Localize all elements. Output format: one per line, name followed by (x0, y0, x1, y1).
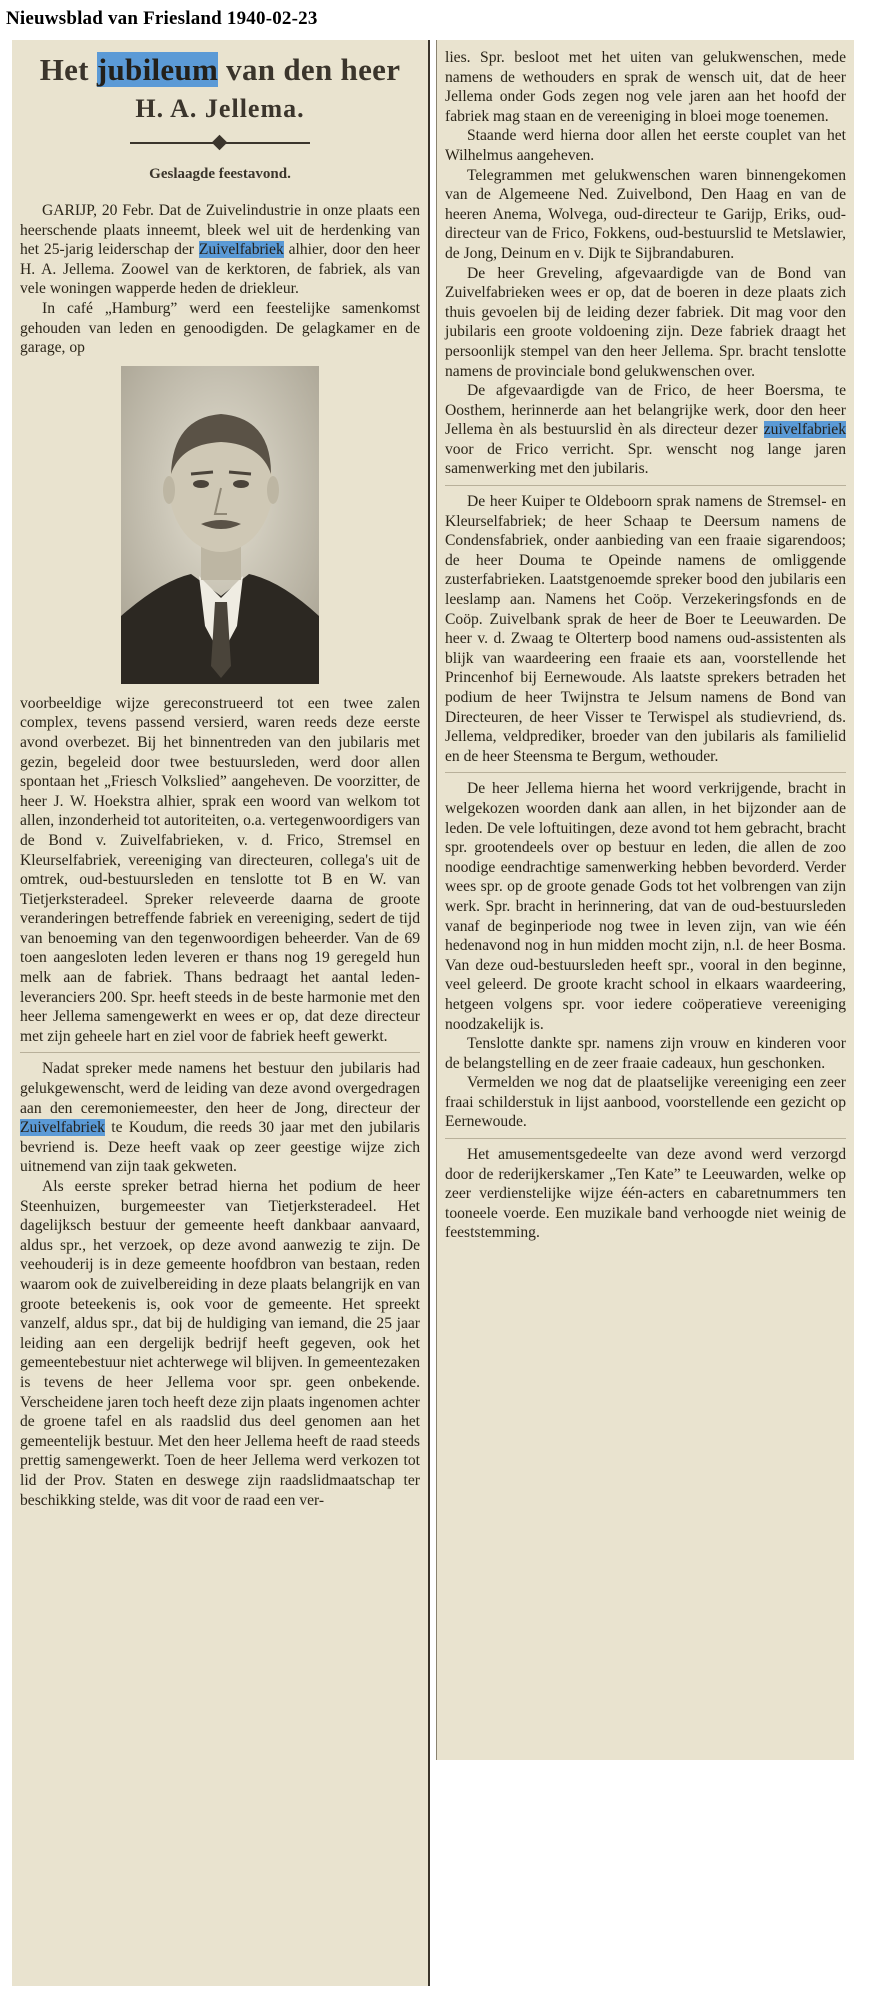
article-paragraph: De heer Greveling, afgevaardigde van de Bond van Zuivelfabrieken wees er op, dat de boeren in deze plaats zich thuis gevoelen bij de leiding dezer fabriek. Dit mag voor den jubilaris een groote voldoening zijn. Deze fabriek draagt het persoonlijk stempel van den heer Jellema. Spr. bracht tenslotte namens de provinciale bond gelukwenschen over. (445, 264, 846, 380)
article-paragraph: De heer Jellema hierna het woord verkrijgende, bracht in welgekozen woorden dank aan allen, in het bijzonder aan de leden. De vele loftuitingen, deze avond tot hem gebracht, bracht spr. grootendeels over op bestuur en leden, die allen de zoo noodige eendrachtige samenwerking hebben bevorderd. Verder wees spr. op de groote genade Gods tot het volbrengen van zijn werk. Spr. bracht in herinnering, dat van de oud-bestuursleden vanaf de beginperiode nog twee in leven zijn, van wie één hedenavond nog in hun midden mocht zijn, n.l. de heer Bosma. Van deze oud-bestuursleden heeft spr., vooral in den beginne, veel geleerd. De groote kracht school in elkaars waardeering, hetgeen volgens spr. voor iedere coöperatieve vereeniging noodzakelijk is. (445, 780, 846, 1033)
article-paragraph: De heer Kuiper te Oldeboorn sprak namens de Stremsel- en Kleurselfabriek; de heer Schaap te Deersum namens de Condensfabriek, onder aanbieding van een fraaie sigarendoos; de heer Douma te Opeinde namens de omliggende zusterfabrieken. Laatstgenoemde spreker bood den jubilaris een leeslamp aan. Namens het Coöp. Verzekeringsfonds en de Coöp. Zuivelbank sprak de heer de Boer te Leeuwarden. De heer v. d. Zwaag te Olterterp bood namens oud-assistenten als blijk van waardeering een fraaie ets aan, voorstellende het Princenhof bij Eernewoude. Als laatste sprekers betraden het podium de heer Twijnstra te Jelsum namens de Bond van Directeuren, de heer Visser te Terwispel als studievriend, ds. Jellema, veldprediker, broeder van den jubilaris als familielid en de heer Steensma te Bergum, wethouder. (445, 493, 846, 765)
column-divider (20, 1052, 420, 1053)
search-highlight: Zuivelfabriek (198, 241, 284, 259)
article-title: Het jubileum van den heer (39, 52, 401, 87)
article-paragraph: GARIJP, 20 Febr. Dat de Zuivelindustrie in onze plaats een heerschende plaats inneemt, bleek wel uit de herdenking van het 25-jarig leiderschap der Zuivelfabriek alhier, door den heer H. A. Jellema. Zoowel van de kerktoren, de fabriek, als van vele woningen wapperde heden de driekleur. (20, 202, 420, 298)
article-paragraph: lies. Spr. besloot met het uiten van gelukwenschen, mede namens de wethouders en sprak de wensch uit, dat de heer Jellema onder Gods zegen nog vele jaren aan het hoofd der fabriek mag staan en de vereeniging in bloei moge toenemen. (445, 49, 846, 125)
article-title-name: H. A. Jellema. (135, 94, 305, 123)
article-column-right (436, 40, 854, 1760)
column-divider (445, 485, 846, 486)
article-paragraph: Tenslotte dankte spr. namens zijn vrouw en kinderen voor de belangstelling en de zeer fraaie cadeaux, hun geschonken. (445, 1035, 846, 1072)
title-ornament (130, 134, 310, 152)
article-paragraph: De afgevaardigde van de Frico, de heer Boersma, te Oosthem, herinnerde aan het belangrijke werk, door den heer Jellema èn als bestuurslid èn als directeur dezer zuivelfabriek voor de Frico verricht. Spr. wenscht nog lange jaren samenwerking met den jubilaris. (445, 382, 846, 478)
article-paragraph: Staande werd hierna door allen het eerste couplet van het Wilhelmus aangeheven. (445, 127, 846, 164)
column-divider (445, 1138, 846, 1139)
article-paragraph: Vermelden we nog dat de plaatselijke vereeniging een zeer fraai schilderstuk in lijst aanbood, voorstellende een gezicht op Eernewoude. (445, 1074, 846, 1131)
article-subheading: Geslaagde feestavond. (149, 166, 291, 182)
search-highlight: zuivelfabriek (763, 421, 846, 439)
article-paragraph: Als eerste spreker betrad hierna het podium de heer Steenhuizen, burgemeester van Tietjerksteradeel. Het dagelijksch bestuur der gemeente heeft dankbaar aanvaard, aldus spr., het verzoek, op deze avond aanwezig te zijn. De veehouderij is in deze gemeente hoofdbron van bestaan, reden waarom ook de zuivelbereiding in deze plaats belangrijk en van groote beteekenis is, ook voor de gemeente. Het spreekt vanzelf, aldus spr., dat bij de huldiging van iemand, die 25 jaar leiding aan een dergelijk bedrijf heeft gegeven, ook het gemeentebestuur niet achterwege wil blijven. In gemeentezaken is tevens de heer Jellema voor spr. geen onbekende. Verscheidene jaren toch heeft deze zijn plaats ingenomen achter de groene tafel en als raadslid dus deel genomen aan het gemeentelijk bestuur. Met den heer Jellema heeft de raad steeds prettig samengewerkt. Toen de heer Jellema werd verkozen tot lid der Prov. Staten en deswege zijn raadslidmaatschap ter beschikking stelde, was dit voor de raad een ver- (20, 1178, 420, 1509)
article-paragraph: Telegrammen met gelukwenschen waren binnengekomen van de Algemeene Ned. Zuivelbond, Den Haag en van de heeren Anema, Wolvega, oud-directeur te Garijp, Eriks, oud-directeur van de Frico, Fokkens, oud-bestuurslid te Metslawier, de Jong, Deinum en v. Dijk te Sijbrandaburen. (445, 166, 846, 262)
search-highlight: Zuivelfabriek (20, 1119, 105, 1137)
portrait-photo (121, 366, 319, 684)
article-paragraph: In café „Hamburg” werd een feestelijke samenkomst gehouden van leden en genoodigden. De gelagkamer en de garage, op (20, 299, 420, 357)
article-paragraph: Nadat spreker mede namens het bestuur den jubilaris had gelukgewenscht, werd de leiding van deze avond overgedragen aan den ceremoniemeester, den heer de Jong, directeur der Zuivelfabriek te Koudum, die reeds 30 jaar met den jubilaris bevriend is. Deze heeft vaak op zeer geestige wijze zich uitnemend van zijn taak gekweten. (20, 1060, 420, 1176)
search-highlight: jubileum (96, 52, 219, 87)
article-paragraph: voorbeeldige wijze gereconstrueerd tot een twee zalen complex, tevens passend versierd, waren reeds deze eerste avond overbezet. Bij het binnentreden van den jubilaris met gezin, begeleid door twee bestuursleden, werd door allen spontaan het „Friesch Volkslied” aangeheven. De voorzitter, de heer J. W. Hoekstra alhier, sprak een woord van welkom tot allen, inzonderheid tot autoriteiten, o.a. vertegenwoordigers van de Bond v. Zuivelfabrieken, v. d. Frico, Stremsel en Kleurselfabriek, vereeniging van directeuren, collega's uit de omtrek, oud-bestuursleden en tenslotte tot B en W. van Tietjerksteradeel. Spreker releveerde daarna de groote veranderingen betreffende fabriek en vereeniging, sedert de tijd van benoeming van den tegenwoordigen beheerder. Van de 69 toen aangesloten leden leveren er thans nog 19 geregeld hun melk aan de fabriek. Thans bedraagt het aantal leden-leveranciers 200. Spr. heeft steeds in de beste harmonie met den heer Jellema samengewerkt en wees er op, dat deze directeur met zijn geheele hart en ziel voor de fabriek heeft gewerkt. (20, 694, 420, 1045)
column-divider (445, 772, 846, 773)
newspaper-masthead: Nieuwsblad van Friesland 1940-02-23 (6, 8, 318, 29)
article-column-left (12, 40, 430, 1986)
article-paragraph: Het amusementsgedeelte van deze avond werd verzorgd door de rederijkerskamer „Ten Kate” te Leeuwarden, welke op zeer verdienstelijke wijze één-acters en cabaretnummers ten tooneele voerde. Een muzikale band verhoogde niet weinig de feeststemming. (445, 1146, 846, 1242)
